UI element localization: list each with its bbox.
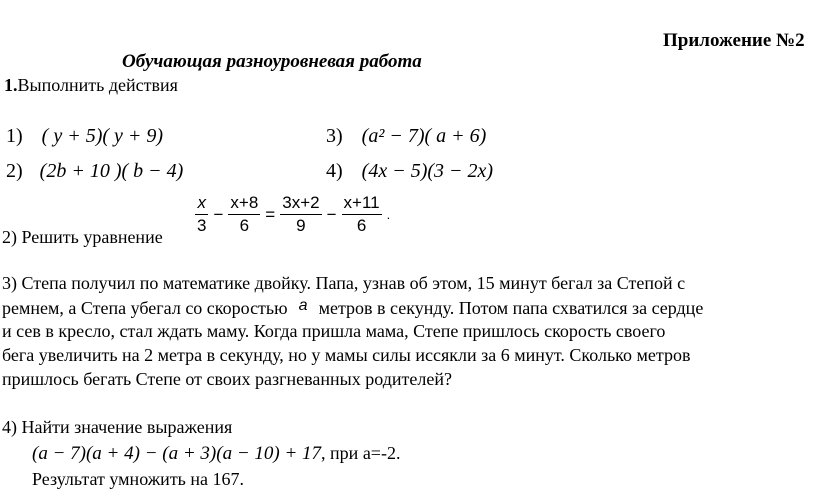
task3-line-5: пришлось бегать Степе от своих разгневанных родителей? [2, 369, 452, 389]
task3-line-3: и сев в кресло, стал ждать маму. Когда пришла мама, Степе пришлось скорость своего [2, 321, 666, 341]
minus-sign-1: − [213, 204, 224, 224]
appendix-label: Приложение №2 [663, 30, 805, 51]
fraction-1 [195, 192, 208, 237]
task3-line-4: бега увеличить на 2 метра в секунду, но у мамы силы иссякли за 6 минут. Сколько метров [2, 345, 691, 365]
fraction-2 [228, 192, 260, 237]
task1-item-3 [326, 125, 486, 148]
task3-line-2-end: метров в секунду. Потом папа схватился за сердце [318, 298, 704, 318]
task1-item-4-expr: (4x − 5)(3 − 2x) [361, 160, 494, 182]
task1-number: 1. [4, 75, 18, 95]
task4-result: Результат умножить на 167. [32, 469, 245, 489]
task1-item-3-label: 3) [326, 125, 343, 147]
task1-item-2 [6, 160, 183, 183]
fraction-4-denominator: 6 [356, 216, 367, 235]
task4-condition: , при а=-2. [321, 443, 401, 463]
task2-equation [193, 192, 393, 237]
task1-item-4-label: 4) [326, 160, 343, 182]
speed-variable-a: a [298, 297, 308, 314]
fraction-2-numerator: x+8 [228, 192, 260, 215]
task1-item-1-label: 1) [6, 125, 23, 147]
fraction-3-numerator: 3x+2 [280, 192, 321, 215]
task3-line-1: 3) Степа получил по математике двойку. Папа, узнав об этом, 15 минут бегал за Степой с [2, 273, 686, 293]
minus-sign-2: − [326, 204, 337, 224]
task1-heading [4, 75, 178, 96]
fraction-4 [342, 192, 382, 237]
task1-item-4 [326, 160, 493, 183]
task4-expression-line [32, 443, 400, 465]
page-title: Обучающая разноуровневая работа [122, 51, 422, 72]
equation-period: . [386, 207, 391, 222]
task1-item-1-expr: ( y + 5)( y + 9) [41, 125, 164, 147]
task1-item-2-label: 2) [6, 160, 23, 182]
fraction-4-numerator: x+11 [342, 192, 382, 215]
task1-instruction: Выполнить действия [17, 75, 178, 95]
task4-expression: (a − 7)(a + 4) − (a + 3)(a − 10) + 17 [32, 443, 322, 464]
fraction-2-denominator: 6 [239, 216, 250, 235]
fraction-3-denominator: 9 [296, 216, 306, 235]
task1-item-2-expr: (2b + 10 )( b − 4) [39, 160, 184, 182]
fraction-3 [280, 192, 321, 237]
task2-label: 2) Решить уравнение [2, 227, 163, 247]
equals-sign: = [265, 204, 276, 224]
task4-label: 4) Найти значение выражения [2, 417, 233, 437]
task3-line-2-start: ремнем, а Степа убегал со скоростью [2, 298, 288, 318]
fraction-1-numerator: x [195, 192, 208, 215]
task3-line-2 [2, 297, 703, 319]
task1-item-1 [6, 125, 163, 148]
task1-item-3-expr: (a² − 7)( a + 6) [361, 125, 487, 147]
fraction-1-denominator: 3 [197, 216, 207, 235]
